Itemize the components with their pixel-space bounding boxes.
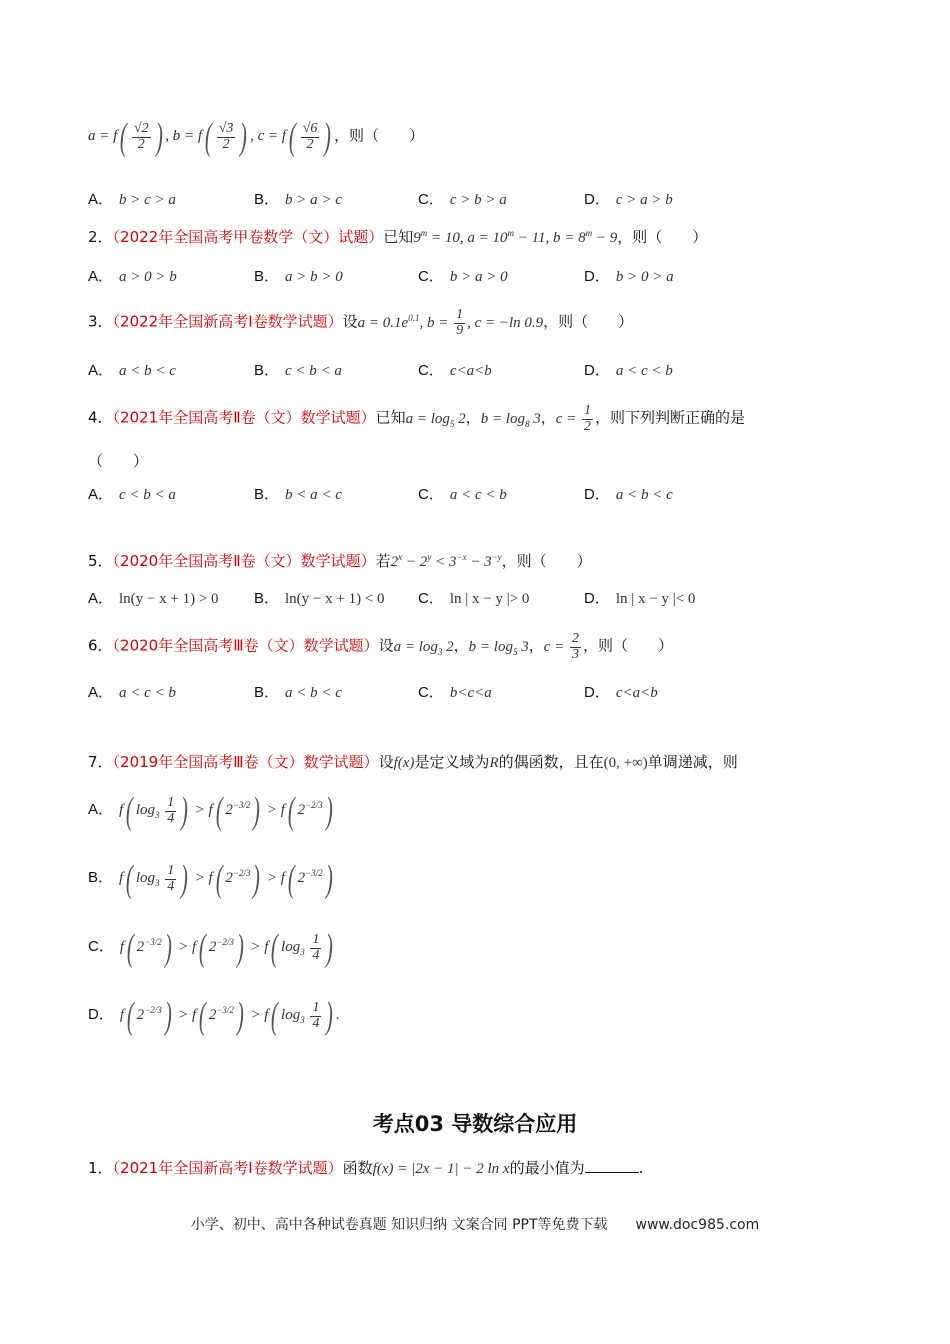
q0-option-c[interactable] — [418, 188, 507, 209]
q7-option-b[interactable] — [88, 860, 335, 898]
q5-math: $2^x - 2^y < 3^{-x} - 3^{-y}$ — [390, 552, 502, 570]
option-label: B． — [254, 191, 280, 208]
option-label: C． — [418, 486, 444, 503]
option-text: c < b < a — [119, 487, 176, 503]
question-lead: 设 — [378, 636, 394, 655]
option-text: a < c < b — [119, 685, 176, 701]
question-source: （2021年全国高考Ⅱ卷（文）数学试题） — [112, 408, 376, 427]
page-footer: 小学、初中、高中各种试卷真题 知识归纳 文案合同 PPT等免费下载 www.doc985.com — [190, 1217, 760, 1233]
q3-option-a[interactable] — [88, 359, 176, 380]
q4-paren: （ ） — [88, 452, 149, 470]
option-label: D． — [584, 191, 610, 208]
q0-option-b[interactable] — [254, 188, 342, 209]
s1-math: f(x) = |2x − 1| − 2 ln x — [372, 1161, 510, 1177]
q6-math-c: c = $\frac{2}{3}$ — [543, 631, 579, 662]
q3-stem — [88, 308, 633, 338]
option-text: c<a<b — [615, 685, 658, 701]
option-text: f( $2^{-2/3}) > f$( $2^{-3/2}) > f$( $\log_3$ $\frac{1}{4}$ ) . — [119, 995, 340, 1037]
q6-option-a[interactable] — [88, 681, 176, 702]
option-text: b > c > a — [119, 192, 176, 208]
q2-stem — [88, 226, 707, 247]
option-text: a < b < c — [285, 685, 342, 701]
q5-option-d[interactable] — [584, 587, 695, 608]
q3-option-d[interactable] — [584, 359, 673, 380]
question-number: 2． — [88, 228, 113, 246]
question-tail: ，则（ ） — [501, 552, 592, 570]
option-text: f( $\log_3$ $\frac{1}{4}$ ) > f( $2^{-3/2}) > f$( $2^{-2/3}$) — [119, 790, 333, 832]
option-label: C． — [418, 191, 444, 208]
option-text: b > a > c — [285, 192, 342, 208]
option-label: B． — [88, 869, 114, 887]
question-source: （2020年全国高考Ⅲ卷（文）数学试题） — [112, 636, 379, 655]
q2-option-c[interactable] — [418, 265, 508, 286]
option-label: B． — [254, 590, 280, 607]
q3-option-b[interactable] — [254, 359, 342, 380]
question-lead: 设 — [342, 312, 358, 331]
q0-stem — [88, 118, 424, 156]
q4-option-d[interactable] — [584, 483, 673, 504]
q4-math-a: $a = \log_5 2$ — [405, 410, 466, 429]
question-tail: ，则（ ） — [583, 636, 674, 655]
q3-option-c[interactable] — [418, 359, 492, 380]
q4-option-b[interactable] — [254, 483, 342, 504]
option-label: C． — [418, 684, 444, 701]
question-number: 5． — [88, 552, 113, 570]
question-end: . — [638, 1159, 644, 1177]
q6-option-c[interactable] — [418, 681, 492, 702]
q7-option-c[interactable] — [88, 929, 336, 967]
question-number: 3． — [88, 312, 113, 331]
q5-option-b[interactable] — [254, 587, 385, 608]
q6-math-a: $a = \log_3 2$ — [393, 638, 454, 657]
q0-option-d[interactable] — [584, 188, 673, 209]
option-label: A． — [88, 801, 114, 819]
question-tail: ，则（ ） — [617, 228, 708, 246]
option-text: ln(y − x + 1) < 0 — [285, 591, 385, 607]
option-text: c < b < a — [285, 363, 342, 379]
question-tail: ，则（ ） — [543, 312, 634, 331]
q7-option-d[interactable] — [88, 997, 340, 1035]
q7-domain: R — [489, 755, 499, 771]
q2-option-d[interactable] — [584, 265, 674, 286]
option-label: A． — [88, 486, 114, 503]
q2-math: $9^m = 10$, $a = 10^m - 11$, $b = 8^m - 9$ — [413, 228, 618, 246]
option-text: b > 0 > a — [615, 269, 674, 285]
option-text: a < b < c — [615, 487, 673, 503]
option-label: D． — [584, 590, 610, 607]
question-number: 4． — [88, 408, 113, 427]
question-number: 1． — [88, 1159, 113, 1177]
question-number: 6． — [88, 636, 113, 655]
section-title: 考点03 导数综合应用 — [372, 1112, 578, 1136]
option-text: a > 0 > b — [119, 269, 177, 285]
question-lead: 若 — [375, 552, 391, 570]
option-label: A． — [88, 684, 114, 701]
q6-stem: 6．（2020年全国高考Ⅲ卷（文）数学试题）设$a = \log_3 2$，$b = \log_5 3$，c = $\frac{2}{3}$ ，则（ ） — [88, 631, 674, 662]
option-text: a < b < c — [119, 363, 176, 379]
q2-option-a[interactable] — [88, 265, 177, 286]
option-text: a < c < b — [449, 487, 507, 503]
option-text: ln | x − y |< 0 — [615, 591, 696, 607]
question-lead: 已知 — [383, 228, 414, 246]
option-text: b<c<a — [449, 685, 492, 701]
q4-stem: 4．（2021年全国高考Ⅱ卷（文）数学试题）已知$a = \log_5 2$，$b = \log_8 3$，c = $\frac{1}{2}$ ，则下列判断正确的是 — [88, 403, 746, 434]
option-text: c<a<b — [449, 363, 492, 379]
q4-math-c: c = $\frac{1}{2}$ — [555, 403, 592, 434]
q0-option-a[interactable] — [88, 188, 176, 209]
option-label: A． — [88, 268, 114, 285]
option-label: D． — [584, 684, 610, 701]
option-label: A． — [88, 362, 114, 379]
q6-option-b[interactable] — [254, 681, 342, 702]
question-lead: 设 — [378, 753, 394, 771]
option-text: f( $2^{-3/2}) > f$( $2^{-2/3}) > f$( $\log_3$ $\frac{1}{4}$ ) — [119, 927, 334, 969]
q5-option-a[interactable] — [88, 587, 219, 608]
q7-text: 是定义域为 — [414, 753, 490, 771]
option-label: A． — [88, 191, 114, 208]
question-lead: 已知 — [375, 408, 406, 427]
q7-text: 的偶函数，且在 — [498, 753, 604, 771]
option-text: a > b > 0 — [285, 269, 343, 285]
question-tail: 单调递减，则 — [647, 753, 738, 771]
q7-stem — [88, 751, 738, 772]
question-number: 7． — [88, 753, 113, 771]
option-label: D． — [584, 362, 610, 379]
option-label: C． — [418, 268, 444, 285]
option-label: B． — [254, 362, 280, 379]
q6-option-d[interactable] — [584, 681, 658, 702]
option-label: D． — [88, 1006, 114, 1024]
q4-option-a[interactable] — [88, 483, 176, 504]
q7-interval: (0, +∞) — [603, 755, 648, 771]
option-label: B． — [254, 486, 280, 503]
question-source: （2020年全国高考Ⅱ卷（文）数学试题） — [112, 552, 376, 570]
option-text: b > a > 0 — [449, 269, 508, 285]
option-label: D． — [584, 486, 610, 503]
question-lead: 函数 — [342, 1159, 373, 1177]
question-tail: ，则下列判断正确的是 — [595, 408, 746, 427]
option-label: D． — [584, 268, 610, 285]
option-label: C． — [418, 590, 444, 607]
q4-math-b: $b = \log_8 3$ — [480, 410, 541, 429]
option-label: C． — [418, 362, 444, 379]
q6-math-b: $b = \log_5 3$ — [468, 638, 529, 657]
question-source: （2019年全国高考Ⅲ卷（文）数学试题） — [112, 753, 379, 771]
q4-option-c[interactable] — [418, 483, 507, 504]
option-text: c > b > a — [449, 192, 507, 208]
option-text: ln(y − x + 1) > 0 — [119, 591, 219, 607]
option-label: C． — [88, 938, 114, 956]
option-text: f( $\log_3$ $\frac{1}{4}$ ) > f( $2^{-2/3}) > f$( $2^{-3/2}$) — [119, 858, 333, 900]
option-label: B． — [254, 684, 280, 701]
option-text: b < a < c — [285, 487, 342, 503]
q7-function: f(x) — [393, 755, 415, 771]
question-tail: 的最小值为 — [509, 1159, 585, 1177]
question-source: （2022年全国新高考Ⅰ卷数学试题） — [112, 312, 343, 331]
option-label: A． — [88, 590, 114, 607]
s1-stem — [88, 1157, 643, 1178]
question-source: （2022年全国高考甲卷数学（文）试题） — [112, 228, 384, 246]
q0-math: a = f( $\frac{√2}{2}$ ) , b = f( $\frac{√3}{2}$ ) , c = f( $\frac{√6}{2}$ ) — [88, 116, 332, 158]
q0-tail: ，则（ ） — [334, 126, 425, 145]
q5-option-c[interactable] — [418, 587, 529, 608]
q3-math: $a = 0.1e^{0.1}$, b = $\frac{1}{9}$ , c = −ln 0.9 — [357, 307, 544, 338]
option-text: c > a > b — [615, 192, 673, 208]
option-label: B． — [254, 268, 280, 285]
answer-blank[interactable] — [585, 1158, 639, 1173]
option-text: ln | x − y |> 0 — [449, 591, 530, 607]
option-text: a < c < b — [615, 363, 673, 379]
q7-option-a[interactable] — [88, 792, 335, 830]
q2-option-b[interactable] — [254, 265, 343, 286]
question-source: （2021年全国新高考Ⅰ卷数学试题） — [112, 1159, 343, 1177]
q5-stem — [88, 550, 592, 571]
